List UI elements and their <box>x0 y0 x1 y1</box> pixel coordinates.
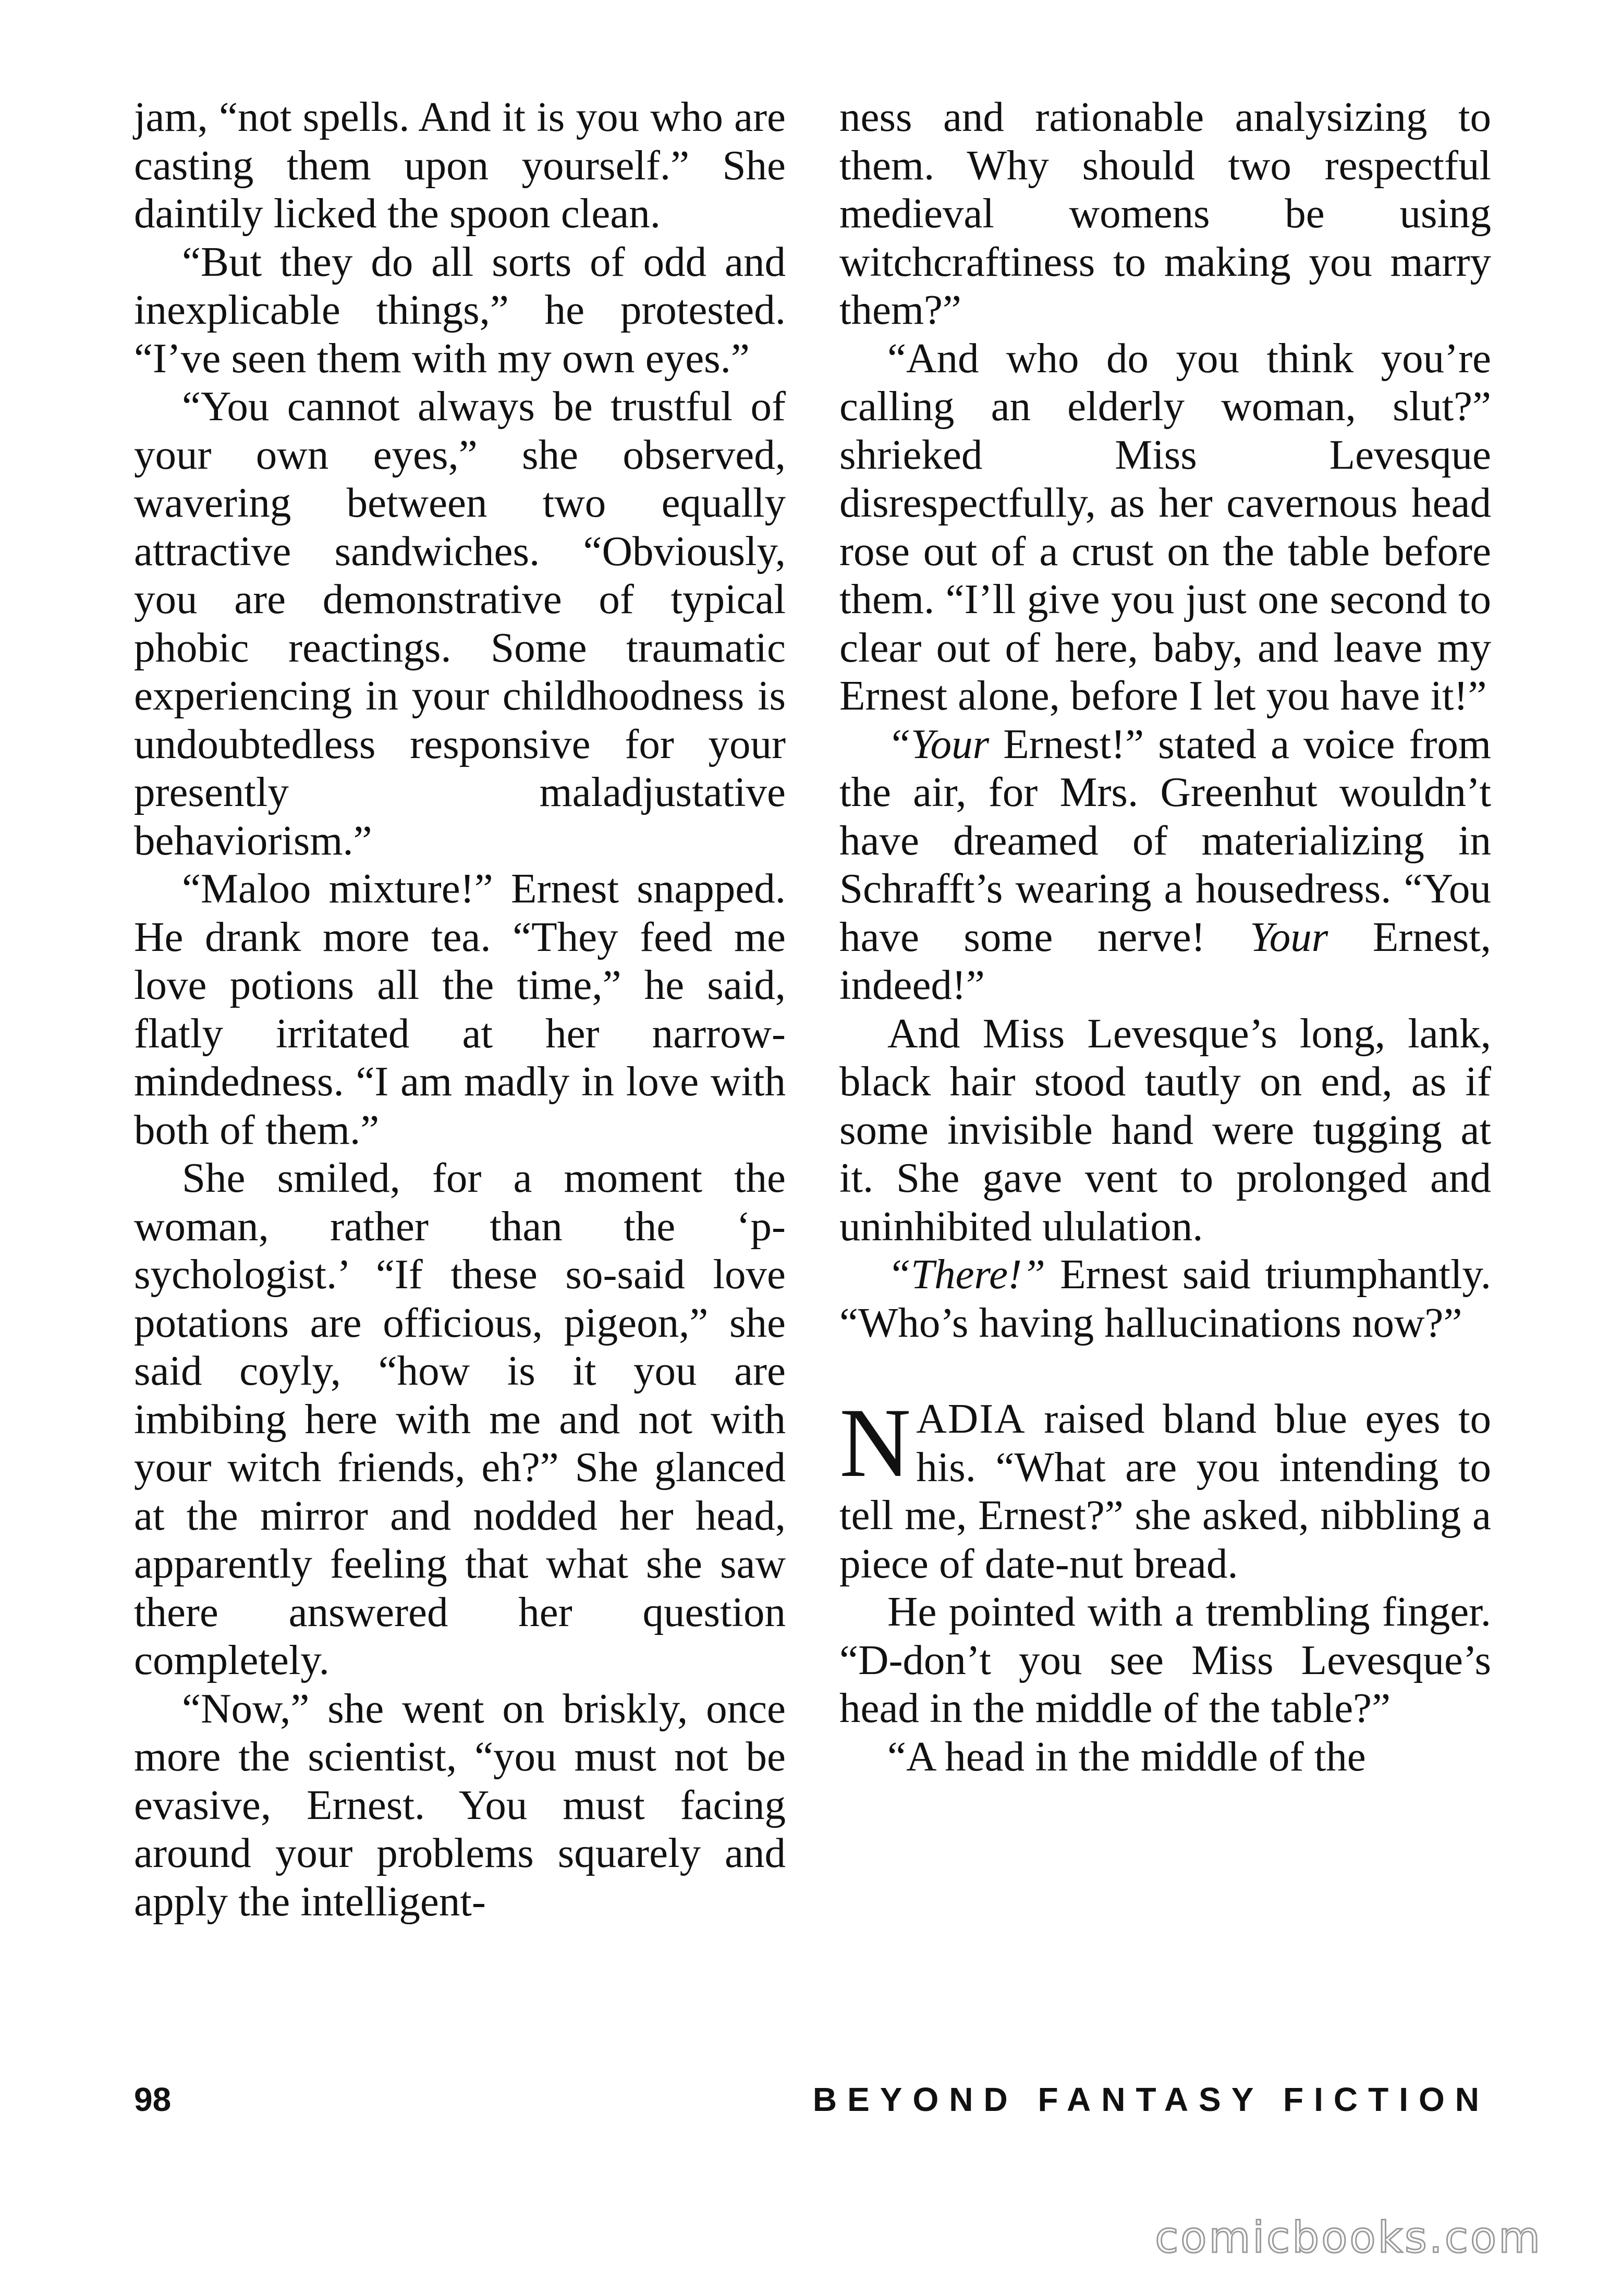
section-opening-paragraph <box>839 1388 1491 1587</box>
paragraph-text: Ernest said triumphantly. “Who’s having hallucinations now?” <box>839 1251 1491 1346</box>
paragraph: She smiled, for a moment the woman, rather than the ‘p-sychologist.’ “If these so-said love potations are officious, pigeon,” she said coyly, “how is it you are imbibing here with me and not with your witch friends, eh?” She glanced at the mirror and nodded her head, apparently feeling that what she saw there answered her question completely. <box>134 1154 786 1683</box>
paragraph-text: Ernest!” stated a voice from the air, for Mrs. Greenhut wouldn’t have dreamed of materializing in Schrafft’s wearing a housedress. “You have some nerve! <box>839 720 1491 960</box>
paragraph <box>839 720 1491 1009</box>
paragraph: “You cannot always be trustful of your own eyes,” she observed, wavering between two equally attractive sandwiches. “Obviously, you are demonstrative of typical phobic reactings. Some traumatic experiencing in your childhoodness is undoubtedless responsive for your presently maladjustative behaviorism.” <box>134 383 786 864</box>
paragraph: “Now,” she went on briskly, once more the scientist, “you must not be evasive, Ernest. You must facing around your problems squarely and apply the intelligent- <box>134 1684 786 1925</box>
paragraph: “And who do you think you’re calling an elderly woman, slut?” shrieked Miss Levesque disrespectfully, as her cavernous head rose out of a crust on the table before them. “I’ll give you just one second to clear out of here, baby, and leave my Ernest alone, before I let you have it!” <box>839 334 1491 719</box>
right-column <box>839 93 1491 1780</box>
emphasis: “Your <box>887 720 990 767</box>
paragraph: And Miss Levesque’s long, lank, black hair stood tautly on end, as if some invisible hand were tugging at it. She gave vent to prolonged and uninhibited ululation. <box>839 1009 1491 1250</box>
left-column <box>134 93 786 1925</box>
paragraph <box>839 1250 1491 1347</box>
paragraph: He pointed with a trembling finger. “D-don’t you see Miss Levesque’s head in the middle of the table?” <box>839 1588 1491 1731</box>
paragraph: “Maloo mixture!” Ernest snapped. He drank more tea. “They feed me love potions all the time,” he said, flatly irritated at her narrow-mindedness. “I am madly in love with both of them.” <box>134 865 786 1153</box>
emphasis: Your <box>1250 913 1328 960</box>
small-caps-lead: ADIA <box>916 1395 1026 1442</box>
paragraph: ness and rationable analysizing to them. Why should two respectful medieval womens be using witchcraftiness to making you marry them?” <box>839 93 1491 333</box>
page-number: 98 <box>134 2081 172 2118</box>
paragraph: “A head in the middle of the <box>887 1732 1366 1780</box>
emphasis: “There!” <box>887 1251 1046 1298</box>
paragraph-text: raised bland blue eyes to his. “What are you intending to tell me, Ernest?” she asked, nibbling a piece of date-nut bread. <box>839 1395 1491 1587</box>
paragraph-text: Ernest, indeed!” <box>839 913 1491 1008</box>
watermark: comicbooks.com <box>1155 2213 1542 2263</box>
page-footer <box>134 2080 1490 2132</box>
drop-cap: N <box>839 1388 911 1498</box>
paragraph: “But they do all sorts of odd and inexplicable things,” he protested. “I’ve seen them with my own eyes.” <box>134 238 786 382</box>
running-title: BEYOND FANTASY FICTION <box>812 2081 1490 2118</box>
paragraph: jam, “not spells. And it is you who are casting them upon yourself.” She daintily licked the spoon clean. <box>134 93 786 237</box>
